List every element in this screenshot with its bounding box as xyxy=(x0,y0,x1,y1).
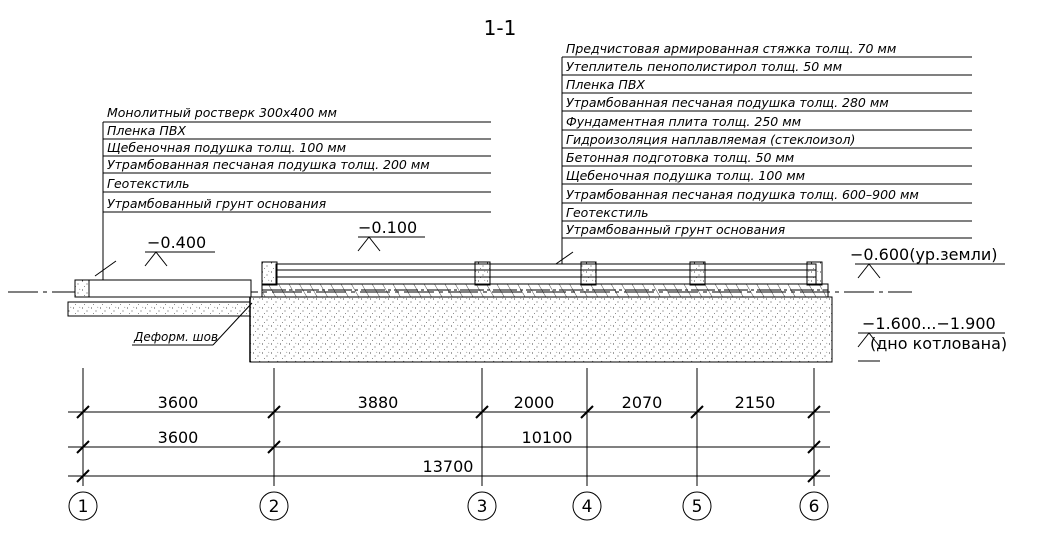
left-grillage xyxy=(75,280,251,297)
axis-label-4: 4 xyxy=(581,497,593,517)
left-sand-fill xyxy=(68,302,250,316)
dimension-label: 13700 xyxy=(422,457,474,476)
right-layer-label: Пленка ПВХ xyxy=(566,77,645,92)
left-layer-label: Пленка ПВХ xyxy=(107,123,186,138)
right-layer-label: Утрамбованный грунт основания xyxy=(566,222,786,237)
grillage-axis-4 xyxy=(581,262,596,285)
pit-sand-fill xyxy=(250,297,832,362)
left-layer-label: Утрамбованная песчаная подушка толщ. 200 мм xyxy=(107,157,430,172)
right-layer-label: Фундаментная плита толщ. 250 мм xyxy=(566,114,802,129)
grillage-axis-6 xyxy=(807,262,822,285)
elevation-pit-note: (дно котлована) xyxy=(870,334,1008,353)
right-layer-label: Геотекстиль xyxy=(566,205,649,220)
left-layer-label: Геотекстиль xyxy=(107,176,190,191)
right-layer-label: Утрамбованная песчаная подушка толщ. 280 мм xyxy=(566,95,889,110)
axis-label-6: 6 xyxy=(808,497,820,517)
grillage-axis-3 xyxy=(475,262,490,285)
elevation-left xyxy=(145,252,215,266)
foundation-section xyxy=(68,262,832,362)
axis-bubbles xyxy=(69,492,828,520)
elevation-mid xyxy=(358,237,425,251)
section-title: 1-1 xyxy=(483,16,517,40)
elevation-pit-label: −1.600...−1.900 xyxy=(862,314,996,333)
dimension-label: 3600 xyxy=(157,393,199,412)
dimension-label: 3600 xyxy=(157,428,199,447)
right-layer-label: Щебеночная подушка толщ. 100 мм xyxy=(566,168,806,183)
elevation-ground-label: −0.600(ур.земли) xyxy=(850,245,998,264)
grillage-axis-5 xyxy=(690,262,705,285)
left-layer-label: Монолитный ростверк 300х400 мм xyxy=(107,105,337,120)
grillage-axis-2 xyxy=(262,262,277,285)
axis-label-3: 3 xyxy=(476,497,488,517)
axis-label-2: 2 xyxy=(268,497,280,517)
dimension-label: 2000 xyxy=(513,393,555,412)
axis-label-1: 1 xyxy=(77,497,89,517)
dimension-label: 10100 xyxy=(521,428,573,447)
right-layer-label: Бетонная подготовка толщ. 50 мм xyxy=(566,150,795,165)
joint-label: Деформ. шов xyxy=(134,330,219,344)
right-layer-label: Утеплитель пенополистирол толщ. 50 мм xyxy=(566,59,842,74)
right-layer-label: Предчистовая армированная стяжка толщ. 70 мм xyxy=(566,41,897,56)
dimension-label: 2070 xyxy=(621,393,663,412)
elevation-mid-label: −0.100 xyxy=(358,218,418,237)
left-layer-label: Щебеночная подушка толщ. 100 мм xyxy=(107,140,347,155)
elevation-ground xyxy=(855,264,1005,278)
right-layer-label: Гидроизоляция наплавляемая (стеклоизол) xyxy=(566,132,856,147)
left-layer-label: Утрамбованный грунт основания xyxy=(107,196,327,211)
elevation-left-label: −0.400 xyxy=(147,233,207,252)
dimension-labels xyxy=(158,393,776,476)
dimension-label: 3880 xyxy=(357,393,399,412)
right-layer-label: Утрамбованная песчаная подушка толщ. 600–900 мм xyxy=(566,187,919,202)
dimension-label: 2150 xyxy=(734,393,776,412)
grillage-end xyxy=(75,280,89,297)
right-layer-labels xyxy=(566,41,919,237)
screed-layer xyxy=(276,264,816,284)
axis-label-5: 5 xyxy=(691,497,703,517)
left-layer-labels xyxy=(107,105,430,211)
